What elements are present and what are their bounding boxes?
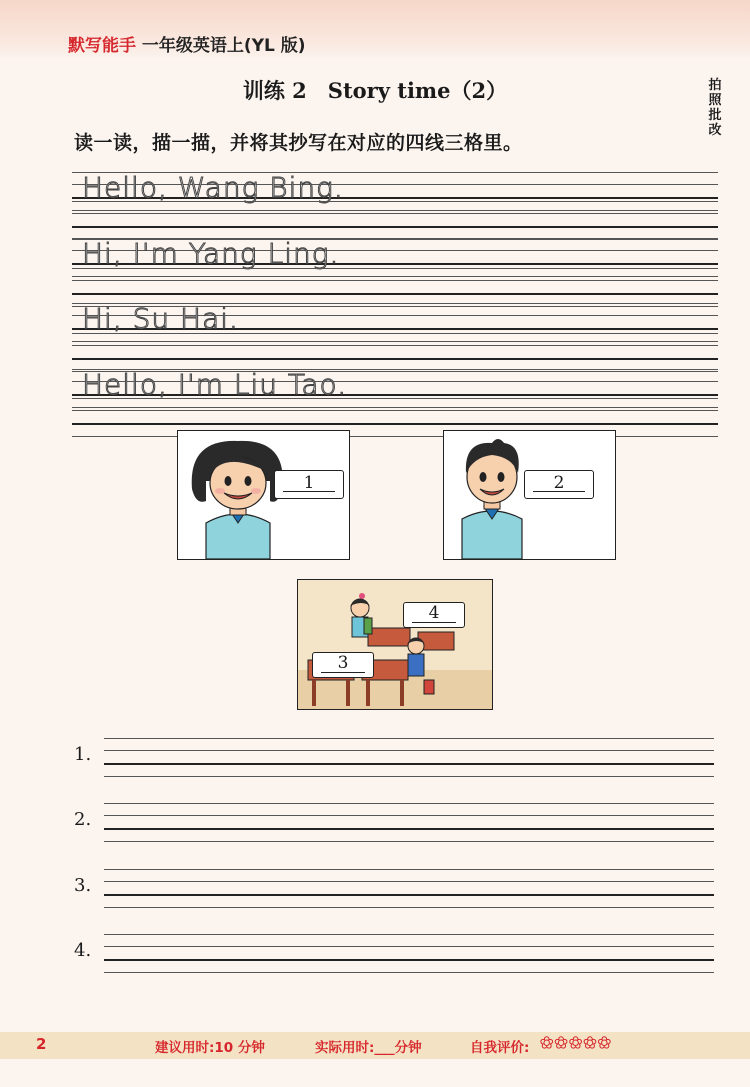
book-series-title bbox=[68, 31, 306, 56]
photo-grading-note: 拍照批改 bbox=[708, 78, 722, 138]
answer-label-4: 4. bbox=[74, 940, 92, 961]
book-subtitle: 一年级英语上(YL 版) bbox=[141, 36, 306, 56]
actual-time[interactable]: 实际用时:___分钟 bbox=[315, 1040, 422, 1056]
classroom-illustration-panel bbox=[297, 579, 493, 710]
bubble-number: 1 bbox=[303, 473, 315, 493]
speech-bubble-1 bbox=[274, 470, 344, 499]
trace-text: Hello, I'm Liu Tao. bbox=[82, 368, 348, 401]
copy-row-3[interactable] bbox=[72, 333, 718, 373]
bubble-number: 3 bbox=[337, 653, 349, 673]
answer-row-3[interactable] bbox=[104, 869, 714, 909]
suggested-time: 建议用时:10 分钟 bbox=[155, 1040, 265, 1056]
footer-bar bbox=[0, 1032, 750, 1059]
answer-label-2: 2. bbox=[74, 809, 92, 830]
answer-row-1[interactable] bbox=[104, 738, 714, 778]
self-rating-label: 自我评价: bbox=[470, 1040, 530, 1056]
brand-name: 默写能手 bbox=[68, 36, 136, 56]
answer-row-4[interactable] bbox=[104, 934, 714, 974]
copy-row-1[interactable] bbox=[72, 201, 718, 241]
answer-label-1: 1. bbox=[74, 744, 92, 765]
trace-text: Hi, Su Hai. bbox=[82, 302, 239, 335]
trace-text: Hi, I'm Yang Ling. bbox=[82, 237, 340, 270]
trace-text: Hello, Wang Bing. bbox=[82, 171, 344, 204]
page-number: 2 bbox=[36, 1035, 47, 1053]
copy-row-4[interactable] bbox=[72, 398, 718, 438]
speech-bubble-4 bbox=[403, 602, 465, 628]
classroom-illustration bbox=[298, 580, 492, 709]
answer-row-2[interactable] bbox=[104, 803, 714, 843]
bubble-number: 4 bbox=[428, 603, 440, 623]
speech-bubble-3 bbox=[312, 652, 374, 678]
answer-label-3: 3. bbox=[74, 875, 92, 896]
rating-stars-icon[interactable]: ✿✿✿✿✿ bbox=[540, 1033, 613, 1052]
bubble-number: 2 bbox=[553, 473, 565, 493]
girl-illustration-panel bbox=[177, 430, 350, 560]
instruction-text: 读一读，描一描，并将其抄写在对应的四线三格里。 bbox=[74, 132, 523, 154]
boy-illustration-panel bbox=[443, 430, 616, 560]
exercise-title: 训练 2 Story time（2） bbox=[242, 78, 508, 103]
speech-bubble-2 bbox=[524, 470, 594, 499]
